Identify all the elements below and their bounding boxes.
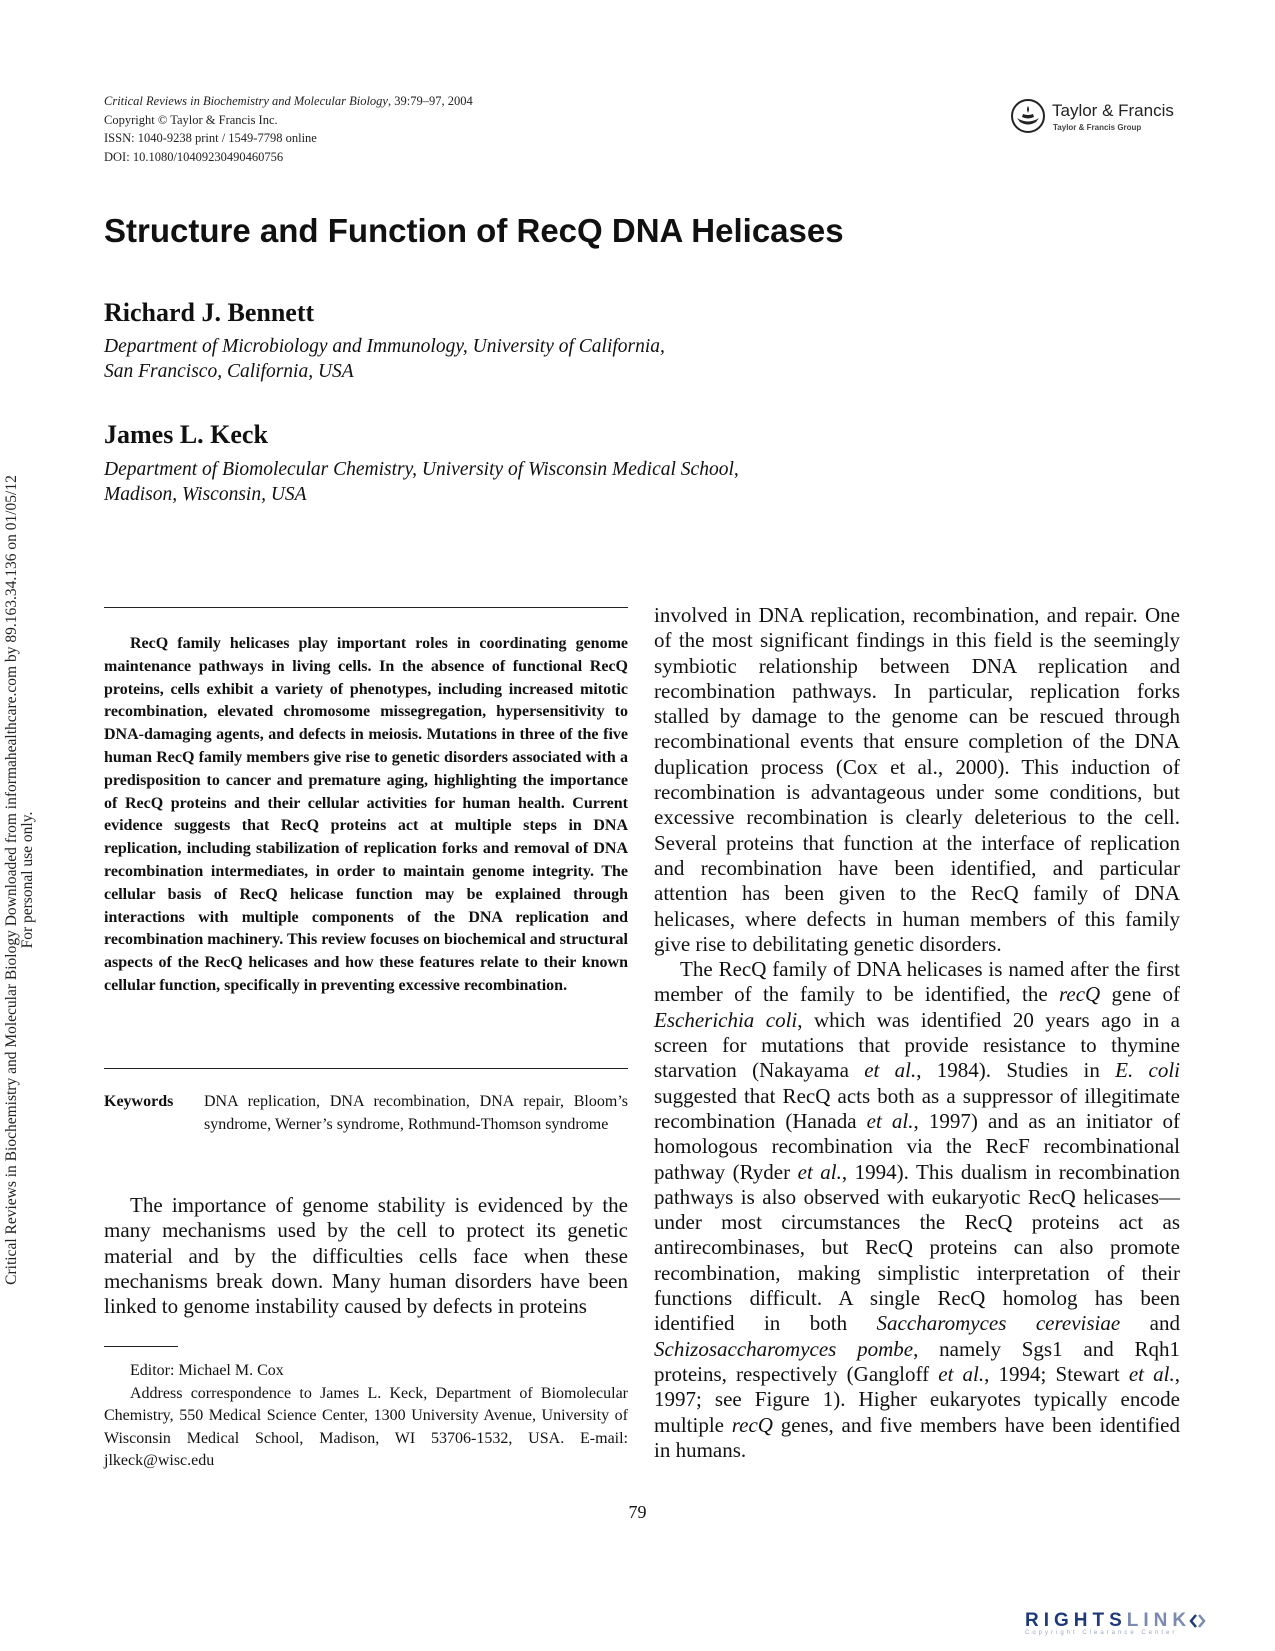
author-name-1: Richard J. Bennett <box>104 298 315 327</box>
abstract-top-rule <box>104 607 628 608</box>
journal-name: Critical Reviews in Biochemistry and Molecular Biology <box>104 94 388 108</box>
rightslink-logo <box>1025 1610 1265 1646</box>
lamp-emblem-icon <box>1010 98 1046 134</box>
keywords <box>104 1091 628 1137</box>
footnote-address: Address correspondence to James L. Keck, Department of Biomolecular Chemistry, 550 Medical Science Center, 1300 University Avenue, University of Wisconsin Medical School, Madison, WI 53706-1532, USA. E-mail: jlkeck@wisc.edu <box>104 1384 628 1469</box>
publisher-name: Taylor & Francis <box>1052 101 1174 120</box>
author-affiliation-2 <box>104 457 739 507</box>
et-al: et al. <box>866 1108 914 1133</box>
side-note-line-2: For personal use only. <box>19 811 36 949</box>
text-run: genes, and five members have been identified in humans. <box>654 1412 1180 1462</box>
journal-copyright: Copyright © Taylor & Francis Inc. <box>104 112 278 127</box>
author-affiliation-1 <box>104 334 665 384</box>
species-name: Escherichia coli <box>654 1007 798 1032</box>
text-run: , 1994). This dualism in recombination pathways is also observed with eukaryotic RecQ helicases—under most circumstances the RecQ proteins act as antirecombinases, but RecQ proteins can also promote recombination, making simplistic interpretation of their functions difficult. A single RecQ homolog has been identified in both <box>654 1159 1180 1336</box>
author-name-2: James L. Keck <box>104 420 268 449</box>
text-run: and <box>1120 1311 1180 1336</box>
affiliation-1-line-1: Department of Microbiology and Immunology, University of California, <box>104 336 665 357</box>
text-run: , namely Sgs1 and Rqh1 proteins, respectively (Gangloff <box>654 1336 1180 1386</box>
et-al: et al. <box>1128 1361 1175 1386</box>
et-al: et al. <box>938 1361 985 1386</box>
journal-info <box>104 92 473 166</box>
rightslink-link: LINK <box>1126 1610 1192 1631</box>
rightslink-wordmark <box>1025 1610 1265 1632</box>
article-title: Structure and Function of RecQ DNA Helicases <box>104 212 844 249</box>
et-al: et al. <box>797 1159 842 1184</box>
text-run: , 1994; Stewart <box>984 1361 1129 1386</box>
footnote <box>104 1360 628 1473</box>
abstract: RecQ family helicases play important roles in coordinating genome maintenance pathways in living cells. In the absence of functional RecQ proteins, cells exhibit a variety of phenotypes, including increased mitotic recombination, elevated chromosome missegregation, hypersensitivity to DNA-damaging agents, and defects in meiosis. Mutations in three of the five human RecQ family members give rise to genetic disorders associated with a predisposition to cancer and premature aging, highlighting the importance of RecQ proteins and their cellular activities for human health. Current evidence suggests that RecQ proteins act at multiple steps in DNA replication, including stabilization of replication forks and removal of DNA recombination intermediates, in order to maintain genome integrity. The cellular basis of RecQ helicase function may be explained through interactions with multiple components of the DNA replication and recombination machinery. This review focuses on biochemical and structural aspects of the RecQ helicases and how these features relate to their known cellular function, specifically in preventing excessive recombination. <box>104 635 628 994</box>
text-run: , which was identified 20 years ago in a screen for mutations that provide resistance to thymine starvation (Nakayama <box>654 1007 1180 1083</box>
journal-citation <box>104 92 473 111</box>
species-name: Saccharomyces cerevisiae <box>876 1311 1121 1336</box>
rightslink-subtitle: Copyright Clearance Center <box>1025 1630 1178 1636</box>
gene-name: recQ <box>731 1412 773 1437</box>
right-paragraph-2 <box>654 957 1180 1463</box>
intro-paragraph-left: The importance of genome stability is evidenced by the many mechanisms used by the cell to protect its genetic material and by the difficulties cells face when these mechanisms break down. Many human disorders have been linked to genome instability caused by defects in proteins <box>104 1193 628 1319</box>
keywords-text: DNA replication, DNA recombination, DNA repair, Bloom’s syndrome, Werner’s syndrome, Rothmund-Thomson syndrome <box>204 1093 628 1133</box>
text-run: , 1984). Studies in <box>916 1058 1116 1083</box>
text-run: suggested that RecQ acts both as a suppressor of illegitimate recombination (Hanada <box>654 1083 1180 1133</box>
abstract-bottom-rule <box>104 1068 628 1069</box>
text-run: The RecQ family of DNA helicases is named after the first member of the family to be identified, the <box>654 957 1180 1007</box>
publisher-logo <box>1010 96 1185 140</box>
affiliation-2-line-2: Madison, Wisconsin, USA <box>104 484 307 505</box>
double-chevron-icon <box>1188 1612 1206 1630</box>
journal-issn: ISSN: 1040-9238 print / 1549-7798 online <box>104 131 317 145</box>
page-number: 79 <box>628 1502 647 1522</box>
text-run: gene of <box>1100 982 1180 1007</box>
publisher-group: Taylor & Francis Group <box>1053 123 1142 132</box>
footnote-rule <box>104 1346 178 1347</box>
affiliation-1-line-2: San Francisco, California, USA <box>104 361 354 382</box>
keywords-label: Keywords <box>104 1093 174 1110</box>
species-name: Schizosaccharomyces pombe <box>654 1336 914 1361</box>
journal-volume-pages: , 39:79–97, 2004 <box>387 94 473 108</box>
right-column <box>654 603 1180 1463</box>
text-run: , 1997) and as an initiator of homologous recombination via the RecF recombinational pathway (Ryder <box>654 1108 1181 1184</box>
right-paragraph-1: involved in DNA replication, recombination, and repair. One of the most significant findings in this field is the seemingly symbiotic relationship between DNA replication and recombination pathways. In particular, replication forks stalled by damage to the genome can be rescued through recombinational events that ensure completion of the DNA duplication process (Cox et al., 2000). This induction of recombination is advantageous under some conditions, but excessive recombination is clearly deleterious to the cell. Several proteins that function at the interface of replication and recombination have been identified, and particular attention has been given to the RecQ family of DNA helicases, where defects in human members of this family give rise to debilitating genetic disorders. <box>654 603 1180 956</box>
affiliation-2-line-1: Department of Biomolecular Chemistry, University of Wisconsin Medical School, <box>104 459 739 480</box>
rightslink-rights: RIGHTS <box>1025 1610 1127 1631</box>
side-note-line-1: Critical Reviews in Biochemistry and Molecular Biology Downloaded from informahealthcare.com by 89.163.34.136 on 01/05/12 <box>3 475 20 1285</box>
et-al: et al. <box>864 1058 917 1083</box>
text-run: , 1997; see Figure 1). Higher eukaryotes typically encode multiple <box>654 1361 1181 1437</box>
footnote-editor: Editor: Michael M. Cox <box>130 1362 284 1379</box>
gene-name: recQ <box>1058 982 1101 1007</box>
species-name: E. coli <box>1115 1058 1180 1083</box>
journal-doi: DOI: 10.1080/10409230490460756 <box>104 149 284 164</box>
